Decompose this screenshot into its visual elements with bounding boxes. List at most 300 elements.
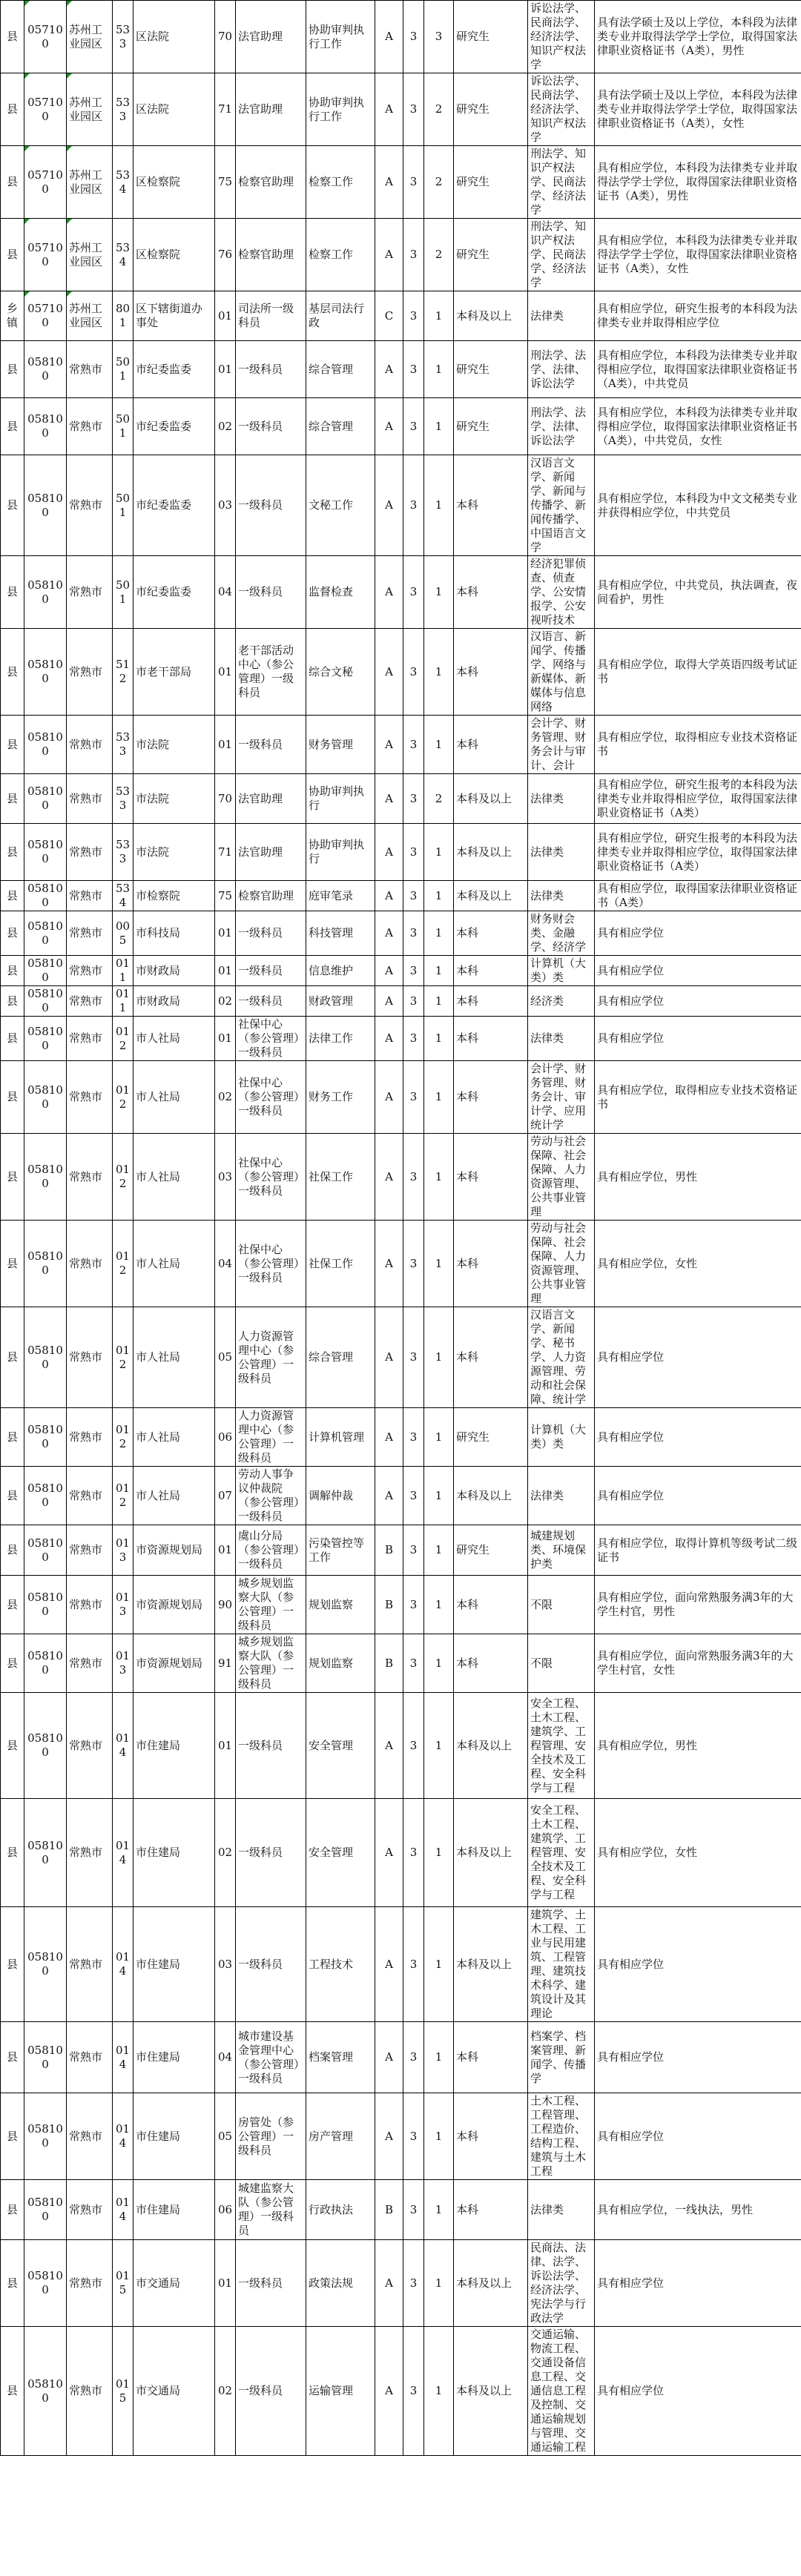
requirements-cell: 具有相应学位，取得相应专业技术资格证书 <box>595 1061 801 1134</box>
headcount-cell: 1 <box>424 1307 454 1408</box>
code-cell: 057100 <box>24 146 67 219</box>
table-row <box>1 1467 801 1525</box>
education-cell: 本科及以上 <box>454 2327 528 2456</box>
unit-code-cell: 013 <box>113 1576 134 1634</box>
unit-code-cell: 012 <box>113 1307 134 1408</box>
code-cell: 058100 <box>24 398 67 455</box>
requirements-cell: 具有相应学位，一线执法，男性 <box>595 2180 801 2240</box>
unit-name-cell: 市住建局 <box>134 2180 215 2240</box>
ratio-cell: 3 <box>403 73 424 146</box>
region-cell: 苏州工业园区 <box>67 291 113 341</box>
headcount-cell: 1 <box>424 2180 454 2240</box>
ratio-cell: 3 <box>403 219 424 291</box>
position-code-cell: 70 <box>215 1 236 73</box>
exam-category-cell: A <box>375 911 403 956</box>
unit-name-cell: 市老干部局 <box>134 629 215 716</box>
job-description-cell: 计算机管理 <box>306 1408 375 1467</box>
headcount-cell: 2 <box>424 219 454 291</box>
education-cell: 本科 <box>454 1134 528 1221</box>
exam-category-cell: A <box>375 398 403 455</box>
exam-category-cell: B <box>375 1525 403 1576</box>
requirements-cell: 具有相应学位，研究生报考的本科段为法律类专业并取得相应学位 <box>595 291 801 341</box>
unit-code-cell: 011 <box>113 956 134 986</box>
requirements-cell: 具有相应学位，取得计算机等级考试二级证书 <box>595 1525 801 1576</box>
education-cell: 本科 <box>454 1061 528 1134</box>
job-description-cell: 综合管理 <box>306 398 375 455</box>
headcount-cell: 1 <box>424 1907 454 2022</box>
region-cell: 常熟市 <box>67 341 113 398</box>
exam-category-cell: B <box>375 2180 403 2240</box>
region-cell: 常熟市 <box>67 1634 113 1693</box>
unit-name-cell: 市人社局 <box>134 1061 215 1134</box>
job-description-cell: 庭审笔录 <box>306 881 375 911</box>
job-description-cell: 社保工作 <box>306 1134 375 1221</box>
education-cell: 本科及以上 <box>454 2240 528 2327</box>
ratio-cell: 3 <box>403 2327 424 2456</box>
unit-code-cell: 014 <box>113 1693 134 1799</box>
position-name-cell: 法官助理 <box>236 774 306 824</box>
table-row <box>1 219 801 291</box>
exam-category-cell: B <box>375 1634 403 1693</box>
ratio-cell: 3 <box>403 881 424 911</box>
ratio-cell: 3 <box>403 455 424 556</box>
education-cell: 本科 <box>454 455 528 556</box>
headcount-cell: 1 <box>424 1576 454 1634</box>
position-name-cell: 一级科员 <box>236 716 306 774</box>
region-cell: 常熟市 <box>67 1221 113 1307</box>
education-cell: 研究生 <box>454 219 528 291</box>
position-code-cell: 01 <box>215 341 236 398</box>
region-cell: 常熟市 <box>67 1134 113 1221</box>
position-name-cell: 劳动人事争议仲裁院（参公管理）一级科员 <box>236 1467 306 1525</box>
position-name-cell: 人力资源管理中心（参公管理）一级科员 <box>236 1307 306 1408</box>
job-description-cell: 安全管理 <box>306 1693 375 1799</box>
education-cell: 本科 <box>454 2180 528 2240</box>
unit-code-cell: 014 <box>113 1907 134 2022</box>
table-body <box>1 1 801 2456</box>
major-cell: 法律类 <box>528 291 595 341</box>
region-cell: 苏州工业园区 <box>67 1 113 73</box>
table-row <box>1 1525 801 1576</box>
position-name-cell: 法官助理 <box>236 1 306 73</box>
major-cell: 不限 <box>528 1576 595 1634</box>
job-description-cell: 行政执法 <box>306 2180 375 2240</box>
unit-name-cell: 区法院 <box>134 73 215 146</box>
unit-code-cell: 534 <box>113 146 134 219</box>
job-description-cell: 法律工作 <box>306 1017 375 1061</box>
code-cell: 058100 <box>24 2240 67 2327</box>
headcount-cell: 3 <box>424 1 454 73</box>
unit-name-cell: 市检察院 <box>134 881 215 911</box>
requirements-cell: 具有相应学位，研究生报考的本科段为法律类专业并取得相应学位，取得国家法律职业资格证书（A类） <box>595 774 801 824</box>
level-cell: 县 <box>1 2240 24 2327</box>
ratio-cell: 3 <box>403 1576 424 1634</box>
major-cell: 会计学、财务管理、财务会计、审计学、应用统计学 <box>528 1061 595 1134</box>
education-cell: 本科 <box>454 556 528 629</box>
table-row <box>1 911 801 956</box>
major-cell: 法律类 <box>528 2180 595 2240</box>
position-code-cell: 02 <box>215 1799 236 1907</box>
unit-code-cell: 015 <box>113 2240 134 2327</box>
code-cell: 058100 <box>24 2327 67 2456</box>
headcount-cell: 1 <box>424 1799 454 1907</box>
position-name-cell: 虞山分局（参公管理）一级科员 <box>236 1525 306 1576</box>
unit-code-cell: 014 <box>113 2093 134 2180</box>
headcount-cell: 1 <box>424 956 454 986</box>
position-code-cell: 02 <box>215 1061 236 1134</box>
exam-category-cell: A <box>375 1408 403 1467</box>
job-description-cell: 工程技术 <box>306 1907 375 2022</box>
code-cell: 058100 <box>24 1467 67 1525</box>
ratio-cell: 3 <box>403 556 424 629</box>
major-cell: 汉语言文学、新闻学、秘书学、人力资源管理、劳动和社会保障、统计学 <box>528 1307 595 1408</box>
level-cell: 县 <box>1 911 24 956</box>
table-row <box>1 1576 801 1634</box>
position-name-cell: 社保中心（参公管理）一级科员 <box>236 1221 306 1307</box>
position-code-cell: 91 <box>215 1634 236 1693</box>
unit-name-cell: 市交通局 <box>134 2240 215 2327</box>
job-description-cell: 污染管控等工作 <box>306 1525 375 1576</box>
requirements-cell: 具有相应学位，女性 <box>595 1799 801 1907</box>
education-cell: 研究生 <box>454 1 528 73</box>
major-cell: 劳动与社会保障、社会保障、人力资源管理、公共事业管理 <box>528 1134 595 1221</box>
region-cell: 常熟市 <box>67 911 113 956</box>
major-cell: 交通运输、物流工程、交通设备信息工程、交通信息工程及控制、交通运输规划与管理、交通运输工程 <box>528 2327 595 2456</box>
level-cell: 县 <box>1 1408 24 1467</box>
requirements-cell: 具有相应学位，本科段为法律类专业并取得法学学士学位，取得国家法律职业资格证书（A类），男性 <box>595 146 801 219</box>
unit-name-cell: 市人社局 <box>134 1017 215 1061</box>
table-row <box>1 716 801 774</box>
exam-category-cell: A <box>375 1307 403 1408</box>
level-cell: 县 <box>1 341 24 398</box>
level-cell: 县 <box>1 146 24 219</box>
unit-name-cell: 市住建局 <box>134 2093 215 2180</box>
level-cell: 县 <box>1 2093 24 2180</box>
ratio-cell: 3 <box>403 291 424 341</box>
headcount-cell: 1 <box>424 1017 454 1061</box>
code-cell: 058100 <box>24 1017 67 1061</box>
table-row <box>1 146 801 219</box>
unit-name-cell: 市法院 <box>134 774 215 824</box>
code-cell: 058100 <box>24 1525 67 1576</box>
headcount-cell: 1 <box>424 1525 454 1576</box>
headcount-cell: 1 <box>424 1221 454 1307</box>
education-cell: 本科及以上 <box>454 824 528 881</box>
ratio-cell: 3 <box>403 1525 424 1576</box>
region-cell: 常熟市 <box>67 986 113 1017</box>
code-cell: 057100 <box>24 1 67 73</box>
major-cell: 法律类 <box>528 774 595 824</box>
headcount-cell: 1 <box>424 986 454 1017</box>
region-cell: 常熟市 <box>67 1307 113 1408</box>
requirements-cell: 具有相应学位，本科段为法律类专业并取得法学学士学位，取得国家法律职业资格证书（A类），女性 <box>595 219 801 291</box>
job-description-cell: 规划监察 <box>306 1634 375 1693</box>
position-name-cell: 一级科员 <box>236 1799 306 1907</box>
exam-category-cell: A <box>375 824 403 881</box>
unit-code-cell: 501 <box>113 556 134 629</box>
job-description-cell: 科技管理 <box>306 911 375 956</box>
position-code-cell: 02 <box>215 398 236 455</box>
table-row <box>1 774 801 824</box>
major-cell: 建筑学、土木工程、工业与民用建筑、工程管理、建筑技术科学、建筑设计及其理论 <box>528 1907 595 2022</box>
exam-category-cell: A <box>375 1 403 73</box>
position-code-cell: 04 <box>215 556 236 629</box>
position-code-cell: 01 <box>215 1525 236 1576</box>
education-cell: 本科及以上 <box>454 881 528 911</box>
table-row <box>1 2022 801 2093</box>
position-code-cell: 70 <box>215 774 236 824</box>
unit-code-cell: 012 <box>113 1017 134 1061</box>
position-code-cell: 01 <box>215 1693 236 1799</box>
major-cell: 城建规划类、环境保护类 <box>528 1525 595 1576</box>
position-name-cell: 一级科员 <box>236 911 306 956</box>
headcount-cell: 1 <box>424 341 454 398</box>
table-row <box>1 1307 801 1408</box>
position-name-cell: 检察官助理 <box>236 219 306 291</box>
ratio-cell: 3 <box>403 1307 424 1408</box>
education-cell: 研究生 <box>454 398 528 455</box>
requirements-cell: 具有相应学位 <box>595 1907 801 2022</box>
region-cell: 常熟市 <box>67 1408 113 1467</box>
position-code-cell: 01 <box>215 1017 236 1061</box>
exam-category-cell: A <box>375 881 403 911</box>
table-row <box>1 956 801 986</box>
level-cell: 县 <box>1 2327 24 2456</box>
job-description-cell: 综合管理 <box>306 341 375 398</box>
level-cell: 县 <box>1 629 24 716</box>
exam-category-cell: A <box>375 556 403 629</box>
level-cell: 县 <box>1 1634 24 1693</box>
job-description-cell: 安全管理 <box>306 1799 375 1907</box>
job-description-cell: 房产管理 <box>306 2093 375 2180</box>
table-row <box>1 2093 801 2180</box>
position-code-cell: 05 <box>215 2093 236 2180</box>
ratio-cell: 3 <box>403 2180 424 2240</box>
headcount-cell: 1 <box>424 2327 454 2456</box>
region-cell: 常熟市 <box>67 1061 113 1134</box>
major-cell: 刑法学、法学、法律、诉讼法学 <box>528 398 595 455</box>
ratio-cell: 3 <box>403 911 424 956</box>
level-cell: 县 <box>1 2180 24 2240</box>
position-code-cell: 02 <box>215 986 236 1017</box>
level-cell: 县 <box>1 1017 24 1061</box>
position-code-cell: 06 <box>215 1408 236 1467</box>
level-cell: 县 <box>1 1907 24 2022</box>
requirements-cell: 具有相应学位，本科段为法律类专业并取得相应学位，取得国家法律职业资格证书（A类），中共党员，女性 <box>595 398 801 455</box>
region-cell: 常熟市 <box>67 956 113 986</box>
education-cell: 研究生 <box>454 1408 528 1467</box>
level-cell: 县 <box>1 956 24 986</box>
unit-code-cell: 501 <box>113 341 134 398</box>
table-row <box>1 1221 801 1307</box>
headcount-cell: 1 <box>424 824 454 881</box>
region-cell: 苏州工业园区 <box>67 219 113 291</box>
region-cell: 常熟市 <box>67 455 113 556</box>
position-name-cell: 一级科员 <box>236 455 306 556</box>
code-cell: 058100 <box>24 774 67 824</box>
unit-code-cell: 013 <box>113 1525 134 1576</box>
position-code-cell: 01 <box>215 956 236 986</box>
exam-category-cell: A <box>375 146 403 219</box>
major-cell: 汉语言文学、新闻学、新闻与传播学、新闻传播学、中国语言文学 <box>528 455 595 556</box>
job-description-cell: 信息维护 <box>306 956 375 986</box>
major-cell: 劳动与社会保障、社会保障、人力资源管理、公共事业管理 <box>528 1221 595 1307</box>
exam-category-cell: C <box>375 291 403 341</box>
major-cell: 汉语言、新闻学、传播学、网络与新媒体、新媒体与信息网络 <box>528 629 595 716</box>
code-cell: 058100 <box>24 1907 67 2022</box>
position-name-cell: 城乡规划监察大队（参公管理）一级科员 <box>236 1634 306 1693</box>
unit-code-cell: 014 <box>113 1799 134 1907</box>
ratio-cell: 3 <box>403 146 424 219</box>
headcount-cell: 1 <box>424 2022 454 2093</box>
unit-code-cell: 014 <box>113 2022 134 2093</box>
code-cell: 058100 <box>24 2093 67 2180</box>
education-cell: 本科 <box>454 986 528 1017</box>
exam-category-cell: A <box>375 1907 403 2022</box>
headcount-cell: 1 <box>424 629 454 716</box>
ratio-cell: 3 <box>403 986 424 1017</box>
ratio-cell: 3 <box>403 1467 424 1525</box>
headcount-cell: 1 <box>424 1061 454 1134</box>
unit-name-cell: 市住建局 <box>134 1907 215 2022</box>
requirements-cell: 具有相应学位 <box>595 986 801 1017</box>
major-cell: 民商法、法律、法学、诉讼法学、经济法学、宪法学与行政法学 <box>528 2240 595 2327</box>
requirements-cell: 具有相应学位，中共党员，执法调查，夜间看护，男性 <box>595 556 801 629</box>
headcount-cell: 1 <box>424 716 454 774</box>
position-name-cell: 老干部活动中心（参公管理）一级科员 <box>236 629 306 716</box>
code-cell: 058100 <box>24 1408 67 1467</box>
ratio-cell: 3 <box>403 2093 424 2180</box>
table-row <box>1 1 801 73</box>
major-cell: 经济犯罪侦查、侦查学、公安情报学、公安视听技术 <box>528 556 595 629</box>
position-code-cell: 01 <box>215 629 236 716</box>
education-cell: 本科 <box>454 1307 528 1408</box>
table-row <box>1 291 801 341</box>
major-cell: 计算机（大类）类 <box>528 1408 595 1467</box>
unit-name-cell: 市人社局 <box>134 1221 215 1307</box>
position-name-cell: 一级科员 <box>236 956 306 986</box>
ratio-cell: 3 <box>403 629 424 716</box>
table-row <box>1 398 801 455</box>
requirements-cell: 具有相应学位 <box>595 2240 801 2327</box>
education-cell: 本科及以上 <box>454 1693 528 1799</box>
table-row <box>1 455 801 556</box>
requirements-cell: 具有相应学位 <box>595 1307 801 1408</box>
position-code-cell: 04 <box>215 1221 236 1307</box>
level-cell: 县 <box>1 1307 24 1408</box>
table-row <box>1 2327 801 2456</box>
ratio-cell: 3 <box>403 956 424 986</box>
level-cell: 乡镇 <box>1 291 24 341</box>
unit-code-cell: 012 <box>113 1134 134 1221</box>
region-cell: 常熟市 <box>67 629 113 716</box>
unit-code-cell: 534 <box>113 219 134 291</box>
job-description-cell: 规划监察 <box>306 1576 375 1634</box>
ratio-cell: 3 <box>403 1693 424 1799</box>
unit-name-cell: 市纪委监委 <box>134 556 215 629</box>
unit-code-cell: 501 <box>113 398 134 455</box>
ratio-cell: 3 <box>403 1408 424 1467</box>
exam-category-cell: A <box>375 1467 403 1525</box>
job-description-cell: 综合文秘 <box>306 629 375 716</box>
ratio-cell: 3 <box>403 341 424 398</box>
requirements-cell: 具有相应学位 <box>595 2022 801 2093</box>
unit-name-cell: 区法院 <box>134 1 215 73</box>
education-cell: 研究生 <box>454 341 528 398</box>
headcount-cell: 1 <box>424 291 454 341</box>
table-row <box>1 1061 801 1134</box>
region-cell: 常熟市 <box>67 774 113 824</box>
requirements-cell: 具有相应学位，女性 <box>595 1221 801 1307</box>
level-cell: 县 <box>1 1799 24 1907</box>
level-cell: 县 <box>1 881 24 911</box>
headcount-cell: 1 <box>424 1634 454 1693</box>
exam-category-cell: A <box>375 716 403 774</box>
requirements-cell: 具有相应学位，本科段为法律类专业并取得相应学位，取得国家法律职业资格证书（A类），中共党员 <box>595 341 801 398</box>
position-code-cell: 07 <box>215 1467 236 1525</box>
unit-name-cell: 市财政局 <box>134 986 215 1017</box>
position-name-cell: 人力资源管理中心（参公管理）一级科员 <box>236 1408 306 1467</box>
unit-name-cell: 市人社局 <box>134 1134 215 1221</box>
job-description-cell: 调解仲裁 <box>306 1467 375 1525</box>
education-cell: 本科 <box>454 629 528 716</box>
unit-code-cell: 801 <box>113 291 134 341</box>
job-description-cell: 协助审判执行 <box>306 774 375 824</box>
major-cell: 土木工程、工程管理、工程造价、结构工程、建筑与土木工程 <box>528 2093 595 2180</box>
region-cell: 常熟市 <box>67 2327 113 2456</box>
code-cell: 058100 <box>24 911 67 956</box>
unit-code-cell: 012 <box>113 1467 134 1525</box>
region-cell: 常熟市 <box>67 556 113 629</box>
requirements-cell: 具有相应学位 <box>595 1017 801 1061</box>
requirements-cell: 具有相应学位，取得相应专业技术资格证书 <box>595 716 801 774</box>
unit-code-cell: 512 <box>113 629 134 716</box>
table-row <box>1 1693 801 1799</box>
headcount-cell: 1 <box>424 1408 454 1467</box>
unit-code-cell: 014 <box>113 2180 134 2240</box>
requirements-cell: 具有相应学位 <box>595 911 801 956</box>
code-cell: 058100 <box>24 824 67 881</box>
position-code-cell: 71 <box>215 73 236 146</box>
job-description-cell: 协助审判执行 <box>306 824 375 881</box>
unit-name-cell: 市科技局 <box>134 911 215 956</box>
table-row <box>1 1408 801 1467</box>
requirements-cell: 具有相应学位，取得大学英语四级考试证书 <box>595 629 801 716</box>
level-cell: 县 <box>1 824 24 881</box>
requirements-cell: 具有相应学位 <box>595 1408 801 1467</box>
unit-name-cell: 市人社局 <box>134 1408 215 1467</box>
position-name-cell: 一级科员 <box>236 398 306 455</box>
position-name-cell: 城建监察大队（参公管理）一级科员 <box>236 2180 306 2240</box>
requirements-cell: 具有相应学位，面向常熟服务满3年的大学生村官，女性 <box>595 1634 801 1693</box>
headcount-cell: 1 <box>424 455 454 556</box>
table-row <box>1 629 801 716</box>
exam-category-cell: A <box>375 1693 403 1799</box>
job-description-cell: 财政管理 <box>306 986 375 1017</box>
ratio-cell: 3 <box>403 1907 424 2022</box>
position-name-cell: 社保中心（参公管理）一级科员 <box>236 1134 306 1221</box>
code-cell: 058100 <box>24 1634 67 1693</box>
code-cell: 058100 <box>24 1799 67 1907</box>
region-cell: 常熟市 <box>67 1693 113 1799</box>
ratio-cell: 3 <box>403 1 424 73</box>
exam-category-cell: A <box>375 956 403 986</box>
level-cell: 县 <box>1 1 24 73</box>
position-code-cell: 06 <box>215 2180 236 2240</box>
region-cell: 常熟市 <box>67 1799 113 1907</box>
table-row <box>1 2240 801 2327</box>
unit-name-cell: 市住建局 <box>134 2022 215 2093</box>
